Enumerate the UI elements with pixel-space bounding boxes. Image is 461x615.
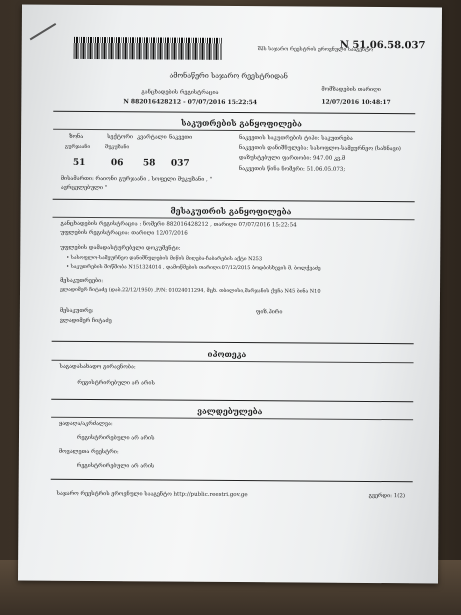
debts-section-title: ვალდებულება [197, 405, 263, 417]
rule [52, 360, 414, 364]
zone-value: 51 [72, 157, 86, 168]
footer-page: გვერდი: 1(2) [368, 492, 406, 500]
basis-item: • საკუთრების მოწმობა N151324014 , დამოწმების თარიღი:07/12/2015 ბოდბისხევის მ. ბოლქვაძე [66, 263, 321, 272]
rule [53, 111, 415, 115]
rule [53, 217, 415, 221]
rule [53, 129, 415, 133]
rule [53, 199, 415, 203]
mortgage-value: რეგისტრირებული არ არის [77, 379, 155, 387]
previous-number: ნაკვეთის წინა ნომერი: 51.06.05.073; [238, 166, 346, 173]
col-zone: ზონა [69, 133, 84, 140]
owner-type-value: ფიზ.პირი [255, 309, 283, 316]
col-quarter: კვარტალი [137, 134, 167, 141]
header-agency-small: შპს საჯარო რეესტრის ეროვნული სააგენტო [257, 46, 373, 53]
mortgage-label: საგადასახადო გირავნობა: [59, 363, 136, 371]
owner-details: ვლადიმერ ჩიტაძე (დაბ.22/12/1950) ,P/N: 01024011294, მცხ. თბილისი,მარჯანის ქუჩა N45 ბინა N10 [60, 286, 321, 295]
application-value: N 882016428212 - 07/07/2016 15:22:54 [123, 98, 258, 107]
parcel-value: 037 [170, 158, 190, 169]
debtors-label: მოვალეთა რეესტრი: [58, 448, 119, 456]
col-parcel: ნაკვეთი [169, 134, 193, 141]
seizure-value: რეგისტრირებული არ არის [76, 434, 155, 442]
parcel-purpose: ნაკვეთის დანიშნულება: სასოფლო-სამეურნეო (სახნავი) [238, 145, 401, 153]
parcel-area: დაზუსტებული ფართობი: 947.00 კვ.მ [238, 155, 346, 162]
sector-value: 06 [110, 158, 124, 169]
address-line-2: ავრცელებული " [60, 184, 108, 192]
document-number: N 51.06.58.037 [339, 39, 426, 52]
property-section-title: საკუთრების განყოფილება [181, 117, 302, 129]
rule [51, 417, 413, 421]
ownership-section-title: მესაკუთრის განყოფილება [170, 205, 292, 217]
col-sector: სექტორი [107, 134, 134, 141]
ownership-registration: უფლების რეგისტრაცია: თარიღი 12/07/2016 [60, 229, 188, 237]
owner-name: ვლადიმერ ჩიტაძე [59, 317, 112, 325]
basis-item: • სასოფლო-სამეურნეო დანიშნულების მიწის მიღება-ჩაბარების აქტი N253 [66, 254, 263, 263]
quarter-value: 58 [142, 158, 156, 169]
debtors-value: რეგისტრირებული არ არის [76, 462, 155, 470]
zone-name: გურჯაანი [65, 143, 91, 151]
application-label: განცხადების რეგისტრაცია [141, 89, 219, 96]
extract-title: ამონაწერი საჯარო რეესტრიდან [169, 71, 288, 81]
owner-type-label: მესაკუთრე: [59, 307, 94, 315]
ownership-application: განცხადების რეგისტრაცია : ნომერი 882016428212 , თარიღი 07/07/2016 15:22:54 [60, 220, 297, 229]
document-page [18, 5, 442, 584]
prepared-label: მომზადების თარიღი [321, 86, 381, 94]
seizure-label: ყადაღა/აკრძალვა: [59, 420, 113, 428]
rule [51, 399, 413, 403]
address-line-1: მისამართი: რაიონი გურჯაანი , სოფელი მუკუზანი , " [60, 175, 213, 183]
barcode [74, 37, 222, 60]
rule [51, 479, 413, 483]
pen-mark [30, 23, 56, 40]
ownership-type: ნაკვეთის საკუთრების ტიპი: საკუთრება [239, 135, 353, 142]
rule [52, 341, 414, 345]
prepared-value: 12/07/2016 10:48:17 [321, 98, 391, 107]
basis-title: უფლების დამადასტურებელი დოკუმენტი: [60, 244, 181, 252]
sector-name: მუკუზანი [105, 144, 130, 151]
footer-site: საჯარო რეესტრის ეროვნული სააგენტო http://public.reestri.gov.ge [56, 490, 248, 499]
mortgage-section-title: იპოთეკა [207, 348, 247, 360]
owners-title: მესაკუთრეები: [60, 277, 104, 285]
